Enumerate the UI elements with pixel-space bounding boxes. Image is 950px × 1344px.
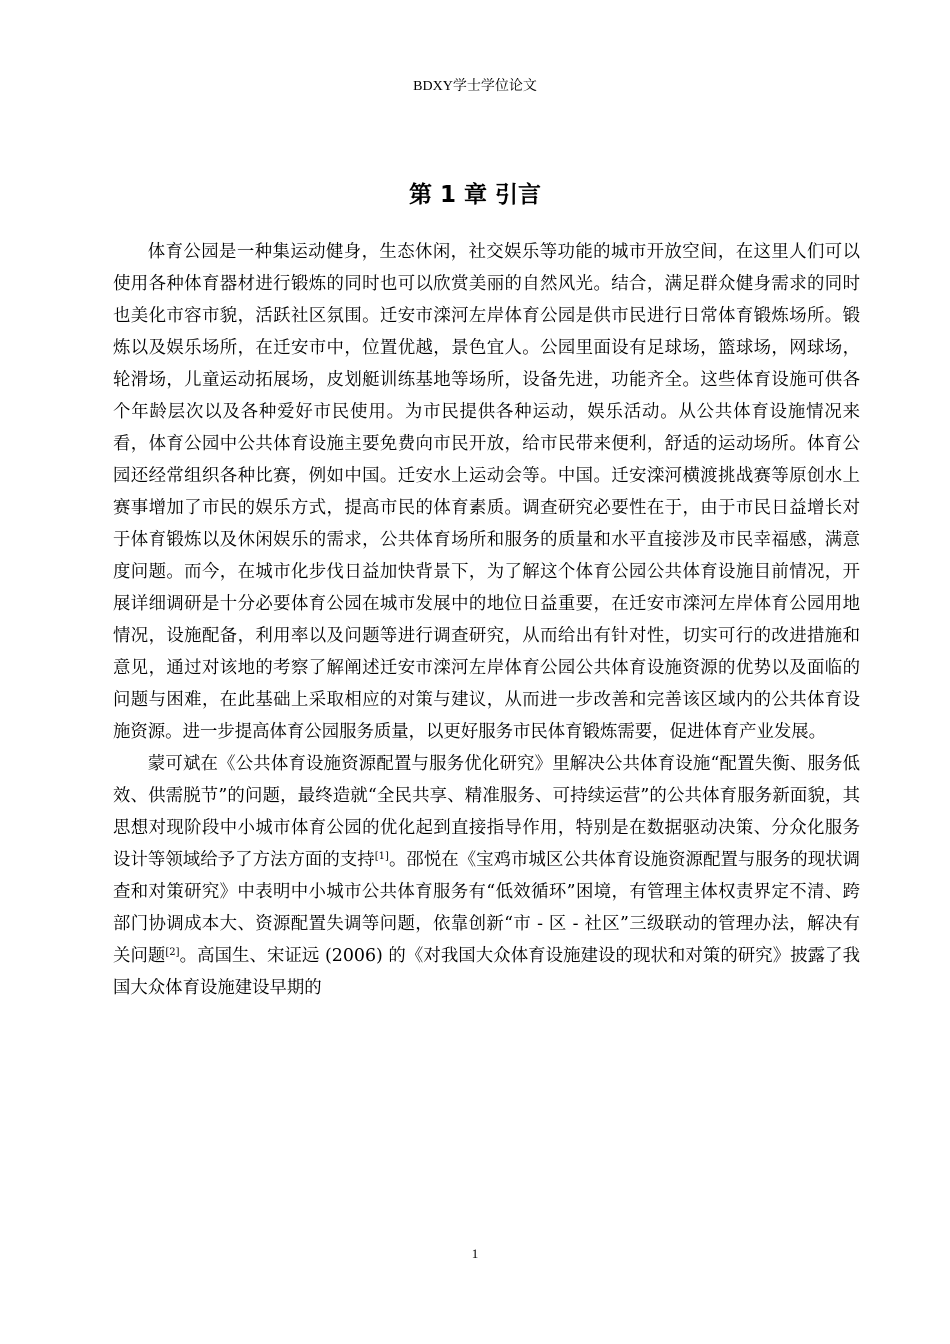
page-number: 1: [471, 1246, 479, 1261]
paragraph-2-part-3: 。高国生、宋证远 (2006) 的《对我国大众体育设施建设的现状和对策的研究》披露了我国大众体育设施建设早期的: [113, 946, 860, 998]
body-text: [113, 236, 860, 1004]
citation-1: [1]: [374, 851, 389, 862]
paragraph-2-part-1: 蒙可斌在《公共体育设施资源配置与服务优化研究》里解决公共体育设施“配置失衡、服务低效、供需脱节”的问题，最终造就“全民共享、精准服务、可持续运营”的公共体育服务新面貌，其思想对现阶段中小城市体育公园的优化起到直接指导作用，特别是在数据驱动决策、分众化服务设计等领域给予了方法方面的支持: [113, 754, 860, 870]
paragraph-1: 体育公园是一种集运动健身，生态休闲，社交娱乐等功能的城市开放空间，在这里人们可以使用各种体育器材进行锻炼的同时也可以欣赏美丽的自然风光。结合，满足群众健身需求的同时也美化市容市貌，活跃社区氛围。迁安市滦河左岸体育公园是供市民进行日常体育锻炼场所。锻炼以及娱乐场所，在迁安市中，位置优越，景色宜人。公园里面设有足球场，篮球场，网球场，轮滑场，儿童运动拓展场，皮划艇训练基地等场所，设备先进，功能齐全。这些体育设施可供各个年龄层次以及各种爱好市民使用。为市民提供各种运动，娱乐活动。从公共体育设施情况来看，体育公园中公共体育设施主要免费向市民开放，给市民带来便利，舒适的运动场所。体育公园还经常组织各种比赛，例如中国。迁安水上运动会等。中国。迁安滦河横渡挑战赛等原创水上赛事增加了市民的娱乐方式，提高市民的体育素质。调查研究必要性在于，由于市民日益增长对于体育锻炼以及休闲娱乐的需求，公共体育场所和服务的质量和水平直接涉及市民幸福感，满意度问题。而今，在城市化步伐日益加快背景下，为了解这个体育公园公共体育设施目前情况，开展详细调研是十分必要体育公园在城市发展中的地位日益重要，在迁安市滦河左岸体育公园用地情况，设施配备，利用率以及问题等进行调查研究，从而给出有针对性，切实可行的改进措施和意见，通过对该地的考察了解阐述迁安市滦河左岸体育公园公共体育设施资源的优势以及面临的问题与困难，在此基础上采取相应的对策与建议，从而进一步改善和完善该区域内的公共体育设施资源。进一步提高体育公园服务质量，以更好服务市民体育锻炼需要，促进体育产业发展。: [113, 242, 860, 742]
chapter-title: 第 1 章 引言: [408, 182, 542, 208]
paragraph-2-part-2: 。邵悦在《宝鸡市城区公共体育设施资源配置与服务的现状调查和对策研究》中表明中小城市公共体育服务有“低效循环”困境，有管理主体权责界定不清、跨部门协调成本大、资源配置失调等问题，依靠创新“市 - 区 - 社区”三级联动的管理办法，解决有关问题: [113, 850, 860, 966]
paragraph-2: [113, 748, 860, 1004]
citation-2: [2]: [165, 947, 180, 958]
running-header: BDXY学士学位论文: [413, 79, 537, 94]
